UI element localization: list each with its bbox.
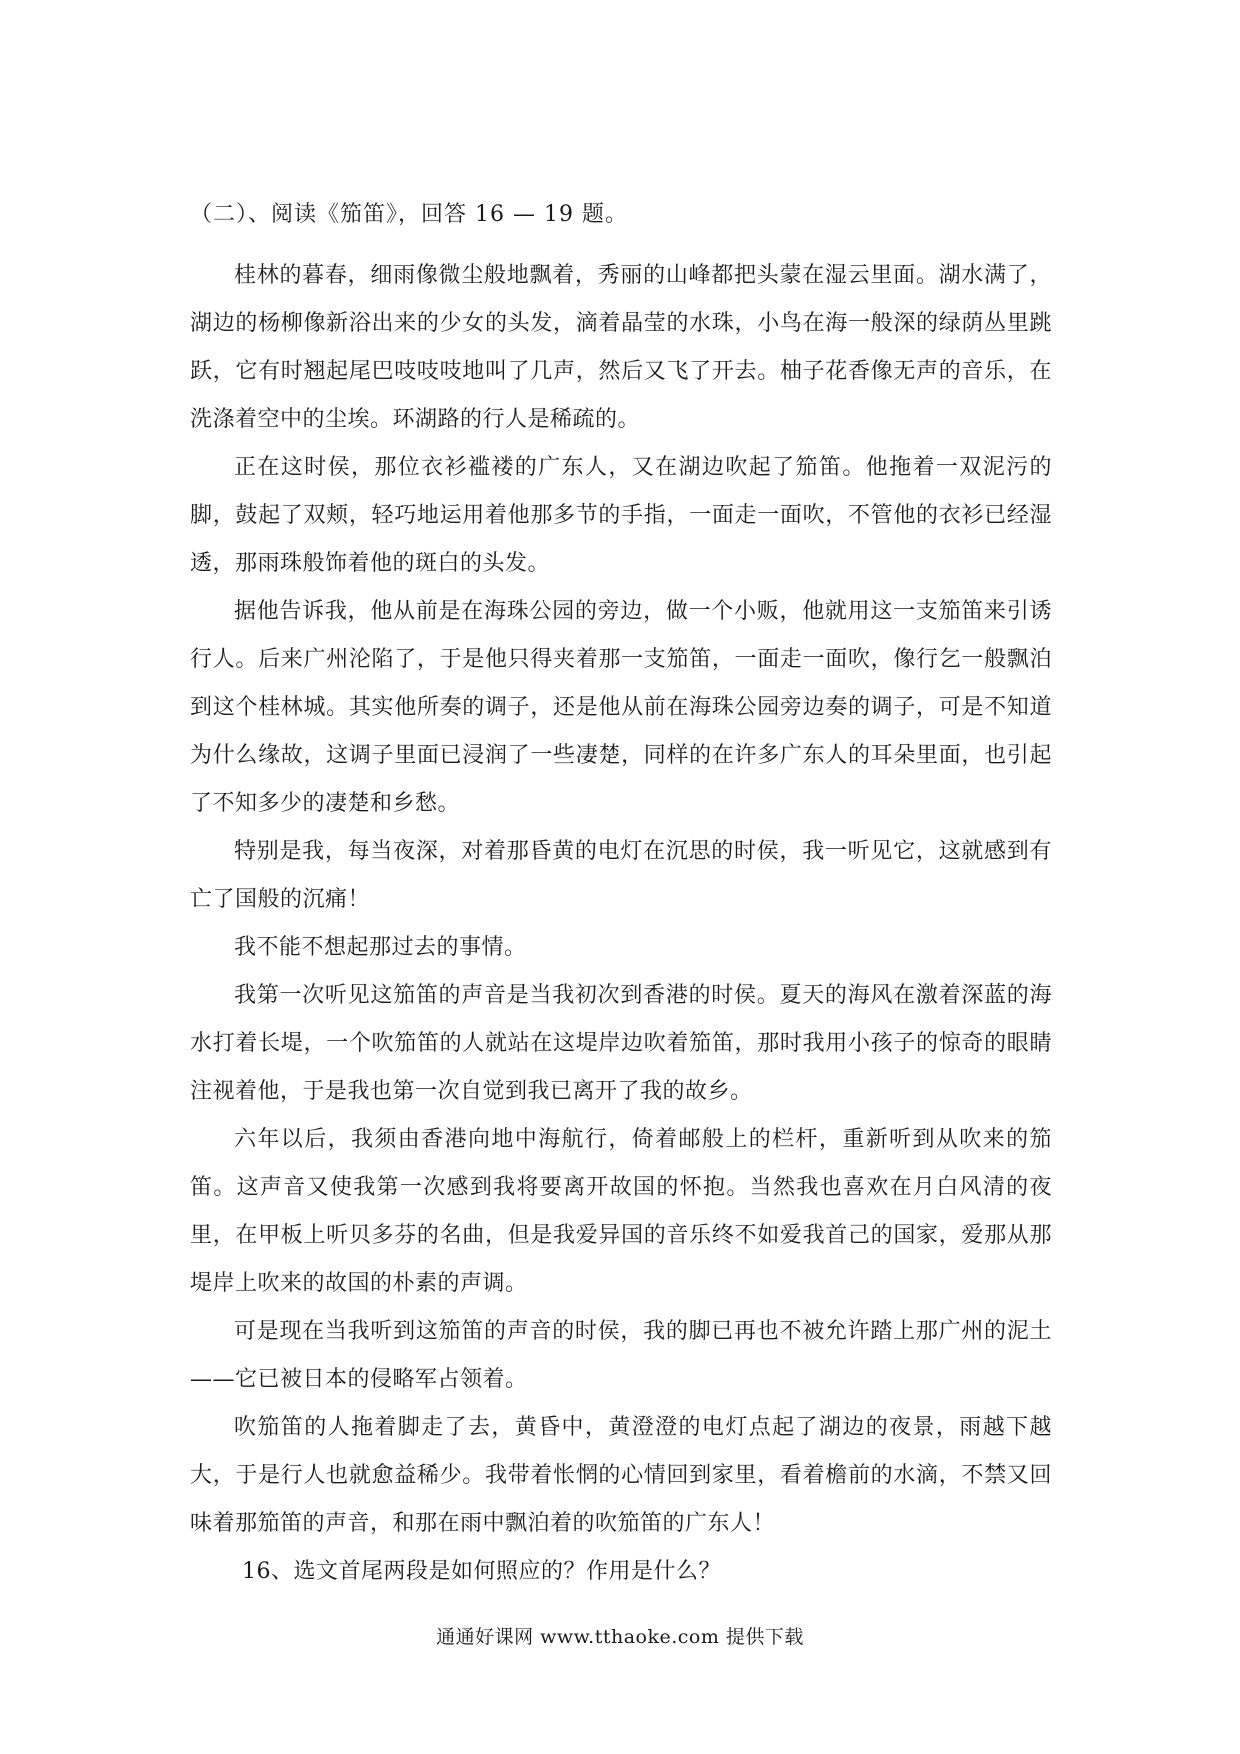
paragraph-2: 正在这时侯，那位衣衫褴褛的广东人，又在湖边吹起了笳笛。他拖着一双泥污的脚，鼓起了双颊，轻巧地运用着他那多节的手指，一面走一面吹，不管他的衣衫已经湿透，那雨珠般饰着他的斑白的头发。 <box>190 455 1052 576</box>
question-16: 16、选文首尾两段是如何照应的？作用是什么？ <box>242 1559 721 1584</box>
section-heading: （二）、阅读《笳笛》，回答 16 — 19 题。 <box>190 202 628 227</box>
page-footer: 通通好课网 www.tthaoke.com 提供下载 <box>436 1626 804 1648</box>
paragraph-7: 六年以后，我须由香港向地中海航行，倚着邮般上的栏杆，重新听到从吹来的笳笛。这声音又使我第一次感到我将要离开故国的怀抱。当然我也喜欢在月白风清的夜里，在甲板上听贝多芬的名曲，但是我爱异国的音乐终不如爱我首己的国家，爱那从那堤岸上吹来的故国的朴素的声调。 <box>190 1127 1052 1296</box>
paragraph-9: 吹笳笛的人拖着脚走了去，黄昏中，黄澄澄的电灯点起了湖边的夜景，雨越下越大，于是行人也就愈益稀少。我带着怅惘的心情回到家里，看着檐前的水滴，不禁又回味着那笳笛的声音，和那在雨中飘泊着的吹笳笛的广东人！ <box>190 1415 1052 1536</box>
paragraph-3: 据他告诉我，他从前是在海珠公园的旁边，做一个小贩，他就用这一支笳笛来引诱行人。后来广州沦陷了，于是他只得夹着那一支笳笛，一面走一面吹，像行乞一般飘泊到这个桂林城。其实他所奏的调子，还是他从前在海珠公园旁边奏的调子，可是不知道为什么缘故，这调子里面已浸润了一些凄楚，同样的在许多广东人的耳朵里面，也引起了不知多少的凄楚和乡愁。 <box>190 599 1052 816</box>
paragraph-4: 特别是我，每当夜深，对着那昏黄的电灯在沉思的时侯，我一听见它，这就感到有亡了国般的沉痛！ <box>190 839 1052 912</box>
paragraph-8: 可是现在当我听到这笳笛的声音的时侯，我的脚已再也不被允许踏上那广州的泥土——它已被日本的侵略军占领着。 <box>190 1319 1052 1392</box>
paragraph-6: 我第一次听见这笳笛的声音是当我初次到香港的时侯。夏天的海风在激着深蓝的海水打着长堤，一个吹笳笛的人就站在这堤岸边吹着笳笛，那时我用小孩子的惊奇的眼睛注视着他，于是我也第一次自觉到我已离开了我的故乡。 <box>190 983 1052 1104</box>
paragraph-1: 桂林的暮春，细雨像微尘般地飘着，秀丽的山峰都把头蒙在湿云里面。湖水满了，湖边的杨柳像新浴出来的少女的头发，滴着晶莹的水珠，小鸟在海一般深的绿荫丛里跳跃，它有时翘起尾巴吱吱吱地叫了几声，然后又飞了开去。柚子花香像无声的音乐，在洗涤着空中的尘埃。环湖路的行人是稀疏的。 <box>190 263 1052 432</box>
document-body <box>190 200 1052 1596</box>
paragraph-5: 我不能不想起那过去的事情。 <box>234 935 527 960</box>
